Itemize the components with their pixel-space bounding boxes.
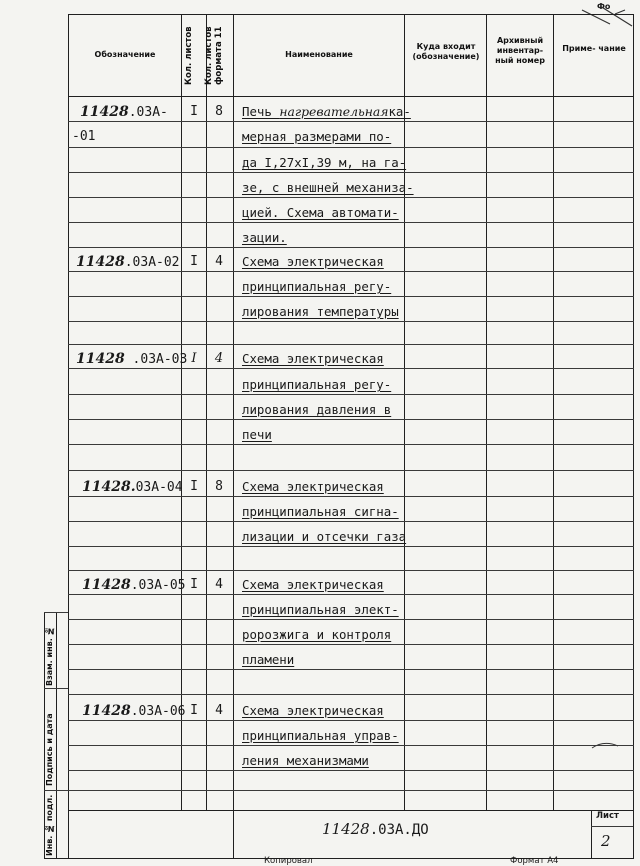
row-4-count: I bbox=[190, 479, 198, 494]
table-row-line bbox=[68, 790, 634, 791]
row-1-name-line-6: зации. bbox=[242, 230, 287, 245]
row-5-name-line-2: принципиальная элект- bbox=[242, 602, 399, 617]
row-6-name-line-1: Схема электрическая bbox=[242, 703, 384, 718]
table-row-line bbox=[68, 419, 634, 420]
footer-sheet-line bbox=[591, 826, 633, 827]
col-sep-4 bbox=[404, 14, 405, 810]
col-sep-6 bbox=[553, 14, 554, 810]
footer-sheet-sep bbox=[591, 810, 592, 858]
row-4-code: 11428.03А-04 bbox=[82, 479, 183, 495]
table-row-line bbox=[68, 496, 634, 497]
table-row-line bbox=[68, 720, 634, 721]
footer-top-line bbox=[68, 810, 634, 811]
frame-left bbox=[68, 14, 69, 859]
footer-sheet-label: Лист bbox=[596, 811, 619, 821]
col-sep-5 bbox=[486, 14, 487, 810]
scribble-mark-icon bbox=[590, 738, 620, 752]
table-row-line bbox=[68, 247, 634, 248]
table-row-line bbox=[68, 669, 634, 670]
col-sep-1 bbox=[181, 14, 182, 810]
row-5-name-line-1: Схема электрическая bbox=[242, 577, 384, 592]
table-row-line bbox=[68, 147, 634, 148]
table-row-line bbox=[68, 745, 634, 746]
row-6-count: I bbox=[190, 703, 198, 718]
row-1-name-line-3: да I,27xI,39 м, на га- bbox=[242, 155, 407, 170]
row-4-name-line-3: лизации и отсечки газа bbox=[242, 529, 407, 544]
row-1-name-line-2: мерная размерами по- bbox=[242, 129, 392, 144]
row-2-name-line-1: Схема электрическая bbox=[242, 254, 384, 269]
table-row-line bbox=[68, 770, 634, 771]
row-1-code-cont: -01 bbox=[72, 129, 96, 144]
table-row-line bbox=[68, 394, 634, 395]
header-included-in: Куда входит (обозначение) bbox=[412, 42, 480, 61]
table-row-line bbox=[68, 444, 634, 445]
row-3-count: I bbox=[191, 351, 197, 366]
col-sep-3 bbox=[233, 14, 234, 858]
header-sheet-count: Кол. листов bbox=[184, 26, 194, 86]
side-label-replaces-inv: Взам. инв. № bbox=[45, 626, 54, 686]
row-3-code: 11428 .03А-03 bbox=[76, 351, 188, 367]
header-sheet-count-format: Кол. листов формата 11 bbox=[204, 26, 224, 86]
row-2-code: 11428.03А-02 bbox=[76, 254, 180, 270]
frame-top bbox=[68, 14, 634, 15]
header-archive-number: Архивный инвентар- ный номер bbox=[495, 36, 545, 65]
side-strip-inner bbox=[56, 612, 57, 858]
row-2-name-line-2: принципиальная регу- bbox=[242, 279, 392, 294]
corner-mark: Фо bbox=[597, 2, 611, 11]
table-row-line bbox=[68, 368, 634, 369]
row-2-count-f11: 4 bbox=[215, 254, 223, 269]
table-row-line bbox=[68, 121, 634, 122]
table-row-line bbox=[68, 321, 634, 322]
table-row-line bbox=[68, 570, 634, 571]
row-1-name-line-1: Печь нагревательнаяка- bbox=[242, 104, 411, 119]
row-5-name-line-4: пламени bbox=[242, 652, 295, 667]
table-row-line bbox=[68, 694, 634, 695]
row-6-name-line-2: принципиальная управ- bbox=[242, 728, 399, 743]
row-5-count: I bbox=[190, 577, 198, 592]
table-row-line bbox=[68, 197, 634, 198]
row-3-name-line-1: Схема электрическая bbox=[242, 351, 384, 366]
table-row-line bbox=[68, 644, 634, 645]
row-5-name-line-3: ророзжига и контроля bbox=[242, 627, 392, 642]
footer-doc-code: 11428.03А.ДО bbox=[322, 820, 429, 838]
row-1-name-line-4: зе, с внешней механиза- bbox=[242, 180, 414, 195]
table-row-line bbox=[68, 222, 634, 223]
table-row-line bbox=[68, 344, 634, 345]
bottom-format: Формат А4 bbox=[510, 856, 559, 866]
table-row-line bbox=[68, 546, 634, 547]
side-strip-line-1 bbox=[44, 612, 68, 613]
corner-scribble-icon bbox=[570, 0, 640, 40]
side-strip-line-3 bbox=[44, 790, 68, 791]
header-designation: Обозначение bbox=[94, 50, 156, 59]
row-5-count-f11: 4 bbox=[215, 577, 223, 592]
bottom-copied: Копировал bbox=[264, 856, 313, 866]
row-1-code: 11428.03А- bbox=[80, 104, 168, 120]
table-row-line bbox=[68, 594, 634, 595]
header-name: Наименование bbox=[285, 50, 353, 59]
row-4-name-line-1: Схема электрическая bbox=[242, 479, 384, 494]
row-4-name-line-2: принципиальная сигна- bbox=[242, 504, 399, 519]
row-6-code: 11428.03А-06 bbox=[82, 703, 186, 719]
row-1-name-line-5: цией. Схема автомати- bbox=[242, 205, 399, 220]
col-sep-2 bbox=[206, 14, 207, 810]
side-label-inv-orig: Инв. № подл. bbox=[45, 794, 54, 856]
table-row-line bbox=[68, 619, 634, 620]
table-row-line bbox=[68, 296, 634, 297]
side-label-signature-date: Подпись и дата bbox=[45, 713, 54, 786]
row-3-name-line-2: принципиальная регу- bbox=[242, 377, 392, 392]
row-6-count-f11: 4 bbox=[215, 703, 223, 718]
row-4-count-f11: 8 bbox=[215, 479, 223, 494]
header-note: Приме- чание bbox=[562, 44, 626, 53]
table-row-line bbox=[68, 271, 634, 272]
footer-sheet-number: 2 bbox=[601, 832, 611, 850]
row-5-code: 11428.03А-05 bbox=[82, 577, 186, 593]
table-row-line bbox=[68, 521, 634, 522]
row-1-count-f11: 8 bbox=[215, 104, 223, 119]
side-strip-line-2 bbox=[44, 688, 68, 689]
header-separator bbox=[68, 96, 634, 97]
row-3-name-line-4: печи bbox=[242, 427, 272, 442]
row-1-count: I bbox=[190, 104, 198, 119]
row-6-name-line-3: ления механизмами bbox=[242, 753, 369, 768]
row-3-count-f11: 4 bbox=[214, 351, 224, 366]
row-2-count: I bbox=[190, 254, 198, 269]
table-row-line bbox=[68, 470, 634, 471]
row-2-name-line-3: лирования температуры bbox=[242, 304, 399, 319]
row-3-name-line-3: лирования давления в bbox=[242, 402, 392, 417]
frame-right bbox=[633, 14, 634, 859]
table-row-line bbox=[68, 172, 634, 173]
